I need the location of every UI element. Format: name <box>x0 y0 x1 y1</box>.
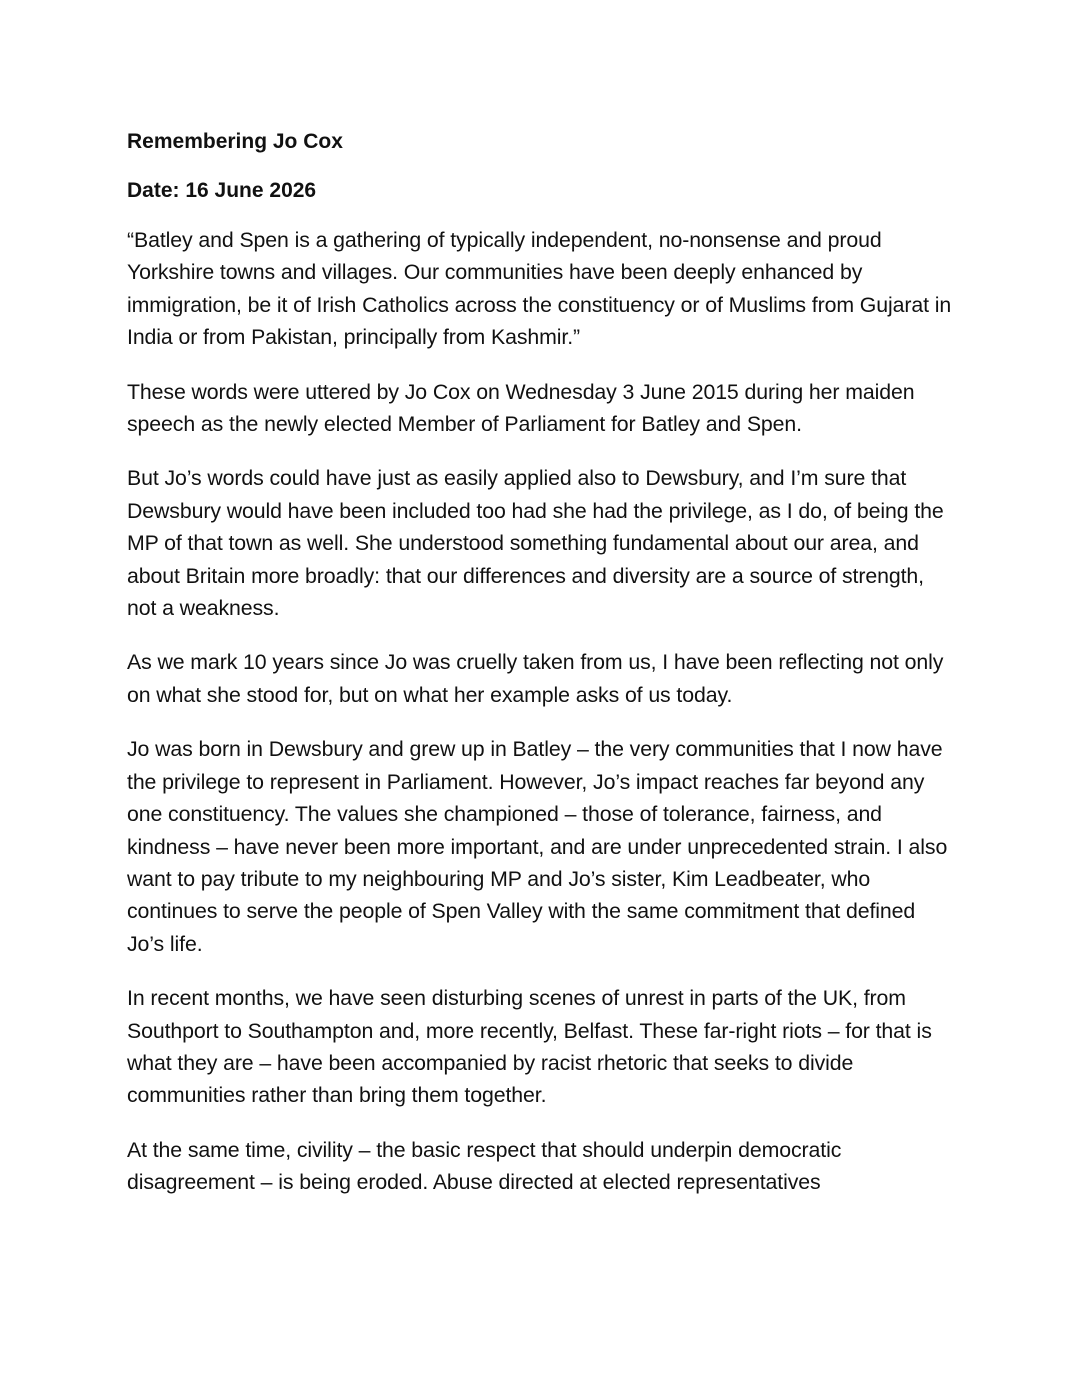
paragraph-dewsbury: But Jo’s words could have just as easily applied also to Dewsbury, and I’m sure that Dewsbury would have been included too had she had the privilege, as I do, of being the MP of that town as well. She understood something fundamental about our area, and about Britain more broadly: that our differences and diversity are a source of strength, not a weakness. <box>127 466 944 621</box>
document-title: Remembering Jo Cox <box>127 130 343 153</box>
paragraph-quote: “Batley and Spen is a gathering of typically independent, no-nonsense and proud Yorkshire towns and villages. Our communities have been deeply enhanced by immigration, be it of Irish Catholics across the constituency or of Muslims from Gujarat in India or from Pakistan, principally from Kashmir.” <box>127 228 952 350</box>
paragraph-unrest: In recent months, we have seen disturbing scenes of unrest in parts of the UK, from Southport to Southampton and, more recently, Belfast. These far-right riots – for that is what they are – have been accompanied by racist rhetoric that seeks to divide communities rather than bring them together. <box>127 986 932 1108</box>
document-body <box>127 126 957 1221</box>
paragraph-jo-background: Jo was born in Dewsbury and grew up in Batley – the very communities that I now have the privilege to represent in Parliament. However, Jo’s impact reaches far beyond any one constituency. The values she championed – those of tolerance, fairness, and kindness – have never been more important, and are under unprecedented strain. I also want to pay tribute to my neighbouring MP and Jo’s sister, Kim Leadbeater, who continues to serve the people of Spen Valley with the same commitment that defined Jo’s life. <box>127 737 948 956</box>
document-date: Date: 16 June 2026 <box>127 179 317 202</box>
paragraph-civility: At the same time, civility – the basic respect that should underpin democratic disagreement – is being eroded. Abuse directed at elected representatives <box>127 1137 842 1195</box>
paragraph-ten-years: As we mark 10 years since Jo was cruelly taken from us, I have been reflecting not only on what she stood for, but on what her example asks of us today. <box>127 650 944 707</box>
paragraph-speech-context: These words were uttered by Jo Cox on Wednesday 3 June 2015 during her maiden speech as the newly elected Member of Parliament for Batley and Spen. <box>127 379 915 437</box>
